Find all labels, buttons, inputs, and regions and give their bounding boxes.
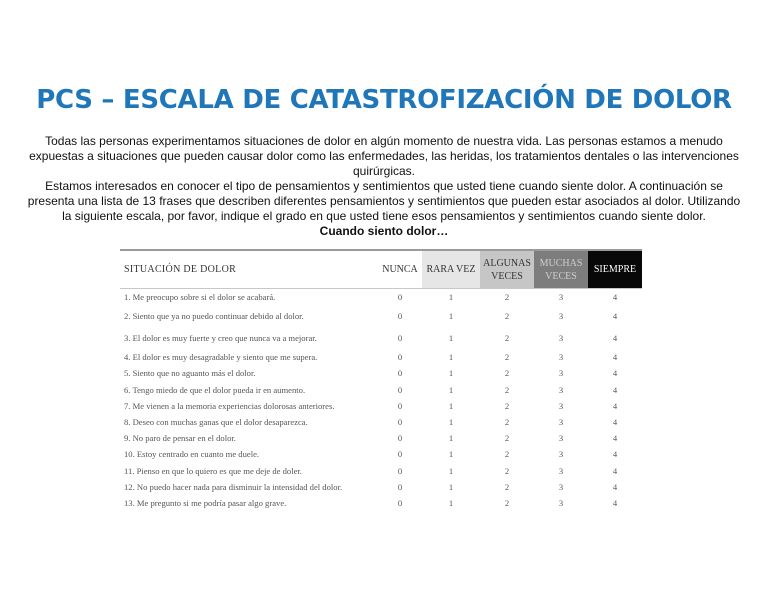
intro-text [10,134,758,239]
table-row [120,365,642,381]
row-score-nunca: 0 [397,433,403,444]
row-score-rara: 1 [448,384,454,395]
row-score-nunca: 0 [397,481,403,492]
row-score-siempre: 4 [612,400,618,411]
row-score-nunca: 0 [397,311,403,322]
row-score-siempre: 4 [612,417,618,428]
row-statement: 10. Estoy centrado en cuanto me duele. [124,449,260,460]
row-score-rara: 1 [448,333,454,344]
row-score-muchas: 3 [558,481,564,492]
intro-line: quirúrgicas. [352,164,416,178]
intro-line: Estamos interesados en conocer el tipo de pensamientos y sentimientos que usted tiene cuando siente dolor. A continuación se [45,179,723,193]
row-score-siempre: 4 [612,384,618,395]
row-score-rara: 1 [448,400,454,411]
row-score-siempre: 4 [612,481,618,492]
row-statement: 12. No puedo hacer nada para disminuir la intensidad del dolor. [124,481,343,492]
page-title: PCS – ESCALA DE CATASTROFIZACIÓN DE DOLOR [36,85,732,115]
row-score-nunca: 0 [397,497,403,508]
row-score-algunas: 2 [504,384,510,395]
table-row [120,327,642,349]
row-score-algunas: 2 [504,449,510,460]
header-rara-vez: RARA VEZ [422,251,480,288]
row-score-siempre: 4 [612,368,618,379]
row-score-siempre: 4 [612,352,618,363]
row-statement: 1. Me preocupo sobre si el dolor se acabará. [124,292,276,303]
row-score-rara: 1 [448,311,454,322]
row-score-muchas: 3 [558,417,564,428]
row-score-algunas: 2 [504,292,510,303]
row-score-rara: 1 [448,352,454,363]
row-score-muchas: 3 [558,333,564,344]
row-score-nunca: 0 [397,400,403,411]
row-score-algunas: 2 [504,465,510,476]
row-score-algunas: 2 [504,311,510,322]
row-score-muchas: 3 [558,400,564,411]
header-muchas-text [540,257,583,283]
row-score-rara: 1 [448,449,454,460]
row-score-rara: 1 [448,433,454,444]
row-score-algunas: 2 [504,417,510,428]
row-score-algunas: 2 [504,433,510,444]
row-score-algunas: 2 [504,333,510,344]
row-score-siempre: 4 [612,449,618,460]
table-row [120,414,642,430]
header-nunca: NUNCA [382,264,418,275]
header-muchas-line1: MUCHAS [539,257,583,269]
header-muchas-veces [534,251,588,288]
header-muchas-line2: VECES [545,270,577,282]
row-score-muchas: 3 [558,384,564,395]
header-situation: SITUACIÓN DE DOLOR [124,264,237,275]
row-score-algunas: 2 [504,497,510,508]
row-statement: 4. El dolor es muy desagradable y siento que me supera. [124,352,318,363]
row-score-nunca: 0 [397,333,403,344]
table-row [120,398,642,414]
table-row [120,305,642,327]
intro-line: Todas las personas experimentamos situaciones de dolor en algún momento de nuestra vida. Las personas estamos a menudo [45,134,723,148]
row-score-rara: 1 [448,368,454,379]
row-score-siempre: 4 [612,465,618,476]
row-statement: 2. Siento que ya no puedo continuar debido al dolor. [124,311,304,322]
row-score-rara: 1 [448,481,454,492]
intro-line: la siguiente escala, por favor, indique el grado en que usted tiene esos pensamientos y sentimientos cuando siente dolor. [62,209,706,223]
header-algunas-line2: VECES [491,270,523,282]
row-score-rara: 1 [448,417,454,428]
row-score-rara: 1 [448,292,454,303]
row-score-muchas: 3 [558,368,564,379]
row-score-rara: 1 [448,497,454,508]
pcs-table [120,249,642,511]
intro-line: presenta una lista de 13 frases que describen diferentes pensamientos y sentimientos que pueden estar asociados al dolor. Utilizando [27,194,741,208]
row-statement: 13. Me pregunto si me podría pasar algo grave. [124,497,287,508]
row-score-siempre: 4 [612,333,618,344]
row-score-muchas: 3 [558,465,564,476]
row-score-muchas: 3 [558,292,564,303]
row-score-algunas: 2 [504,481,510,492]
row-score-nunca: 0 [397,417,403,428]
row-score-nunca: 0 [397,384,403,395]
header-siempre: SIEMPRE [588,251,642,288]
row-score-siempre: 4 [612,292,618,303]
table-body [120,289,642,511]
row-score-nunca: 0 [397,465,403,476]
row-score-nunca: 0 [397,352,403,363]
row-score-algunas: 2 [504,352,510,363]
row-statement: 5. Siento que no aguanto más el dolor. [124,368,256,379]
table-header [120,249,642,289]
header-algunas-text [483,257,531,283]
table-row [120,382,642,398]
intro-lead: Cuando siento dolor… [319,224,449,238]
row-score-siempre: 4 [612,433,618,444]
row-statement: 6. Tengo miedo de que el dolor pueda ir en aumento. [124,384,306,395]
table-row [120,289,642,305]
row-statement: 11. Pienso en que lo quiero es que me deje de doler. [124,465,302,476]
row-score-siempre: 4 [612,497,618,508]
header-algunas-veces [480,251,534,288]
table-row [120,430,642,446]
header-algunas-line1: ALGUNAS [483,257,531,269]
row-score-nunca: 0 [397,292,403,303]
table-row [120,349,642,365]
row-statement: 7. Me vienen a la memoria experiencias dolorosas anteriores. [124,400,335,411]
table-row [120,495,642,511]
table-row [120,446,642,462]
row-statement: 9. No paro de pensar en el dolor. [124,433,236,444]
row-score-muchas: 3 [558,352,564,363]
row-statement: 8. Deseo con muchas ganas que el dolor desaparezca. [124,417,308,428]
row-score-rara: 1 [448,465,454,476]
table-row [120,463,642,479]
row-score-nunca: 0 [397,368,403,379]
row-score-muchas: 3 [558,311,564,322]
row-statement: 3. El dolor es muy fuerte y creo que nunca va a mejorar. [124,333,317,344]
row-score-muchas: 3 [558,449,564,460]
row-score-algunas: 2 [504,368,510,379]
row-score-siempre: 4 [612,311,618,322]
intro-line: expuestas a situaciones que pueden causar dolor como las enfermedades, las heridas, los tratamientos dentales o las intervenciones [29,149,739,163]
row-score-muchas: 3 [558,433,564,444]
table-row [120,479,642,495]
row-score-algunas: 2 [504,400,510,411]
row-score-nunca: 0 [397,449,403,460]
row-score-muchas: 3 [558,497,564,508]
